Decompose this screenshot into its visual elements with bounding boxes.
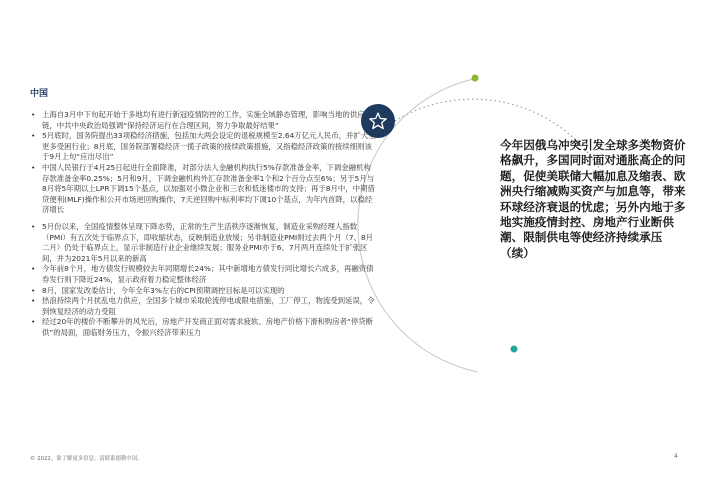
bullet-item: • 中国人民银行于4月25日起进行全面降准，对部分法人金融机构执行5%存款准备金率，下调金融机构存款准备金率0.25%；5月和9月，下调金融机构外汇存款准备金率1个和2个百分点至6%；另于5月与8月将5年期以上LPR下调15个基点，以加强对小微企业和三农和低迷楼市的支持；再于8月中，中期借贷便利(MLF)操作和公开市场逆回购操作，7天逆回购中标利率均下调10个基点，为年内首降，以稳经济增长	[30, 163, 378, 216]
bullet-item: • 今年前8个月，地方债发行规模较去年同期增长24%；其中新增地方债发行同比增长六成多，再融资债券发行则下降近24%，显示政府着力稳定整体经济	[30, 264, 378, 285]
bullet-item: • 5月份以来，全国疫情整体呈现下降态势，正常的生产生活秩序逐渐恢复，制造业采购经理人指数（PMI）有五次处于临界点下，即收缩状态，反映制造业放缓；另非制造业PMI则过去两个月（7、8月二月）仍处于临界点上，显示非制造行业企业继续发展；服务业PMI亦于6、7月两月连续处于扩张区间，并为2021年5月以来的新高	[30, 222, 378, 264]
bullet-item: • 上海自3月中下旬起开始于多地均有进行新冠疫情防控的工作，实施全域静态管理，影响当地的供应链，中共中央政治局强调“保持经济运行在合理区间，努力争取最好结果”	[30, 110, 378, 131]
bullet-item: • 经过20年的楼价不断攀升的风光后，房地产开发商正面对需求疲软、房地产价格下滑和购房者“停贷断供”的局面，面临财务压力，令振兴经济带来压力	[30, 317, 378, 338]
highlight-quote: 今年因俄乌冲突引发全球多类物资价格飙升，多国同时面对通胀高企的问题，促使美联储大幅加息及缩表、欧洲央行缩减购买资产与加息等，带来环球经济衰退的忧虑；另外内地于多地实施疫情封控、房地产行业断供潮、限制供电等使经济持续承压（续）	[500, 138, 686, 260]
decorative-dot-bottom	[511, 346, 518, 353]
bullet-item: • 8月，国家发改委估计，今年全年3%左右的CPI预期调控目标是可以实现的	[30, 286, 378, 297]
bullet-item: • 5月底时，国务院提出33项稳经济措施，包括加大两会设定的退税规模至2.64万亿元人民币，并扩大至更多受困行业；8月底，国务院部署稳经济一揽子政策的接续政策措施，又指稳经济政策的接续细则该于9月上旬“应出尽出”	[30, 131, 378, 163]
bullet-item: • 热浪持续两个月扰乱电力供应，全国多个城市采取轮流停电或限电措施，工厂停工，物流受到延误，令到恢复经济的动力受阻	[30, 296, 378, 317]
decorative-dot-top	[472, 75, 479, 82]
page-number: 4	[674, 453, 678, 460]
section-title: 中国	[30, 89, 49, 99]
bullet-list	[30, 110, 378, 338]
footer-copyright: © 2022。欲了解更多信息，请联系德勤中国。	[30, 456, 143, 462]
